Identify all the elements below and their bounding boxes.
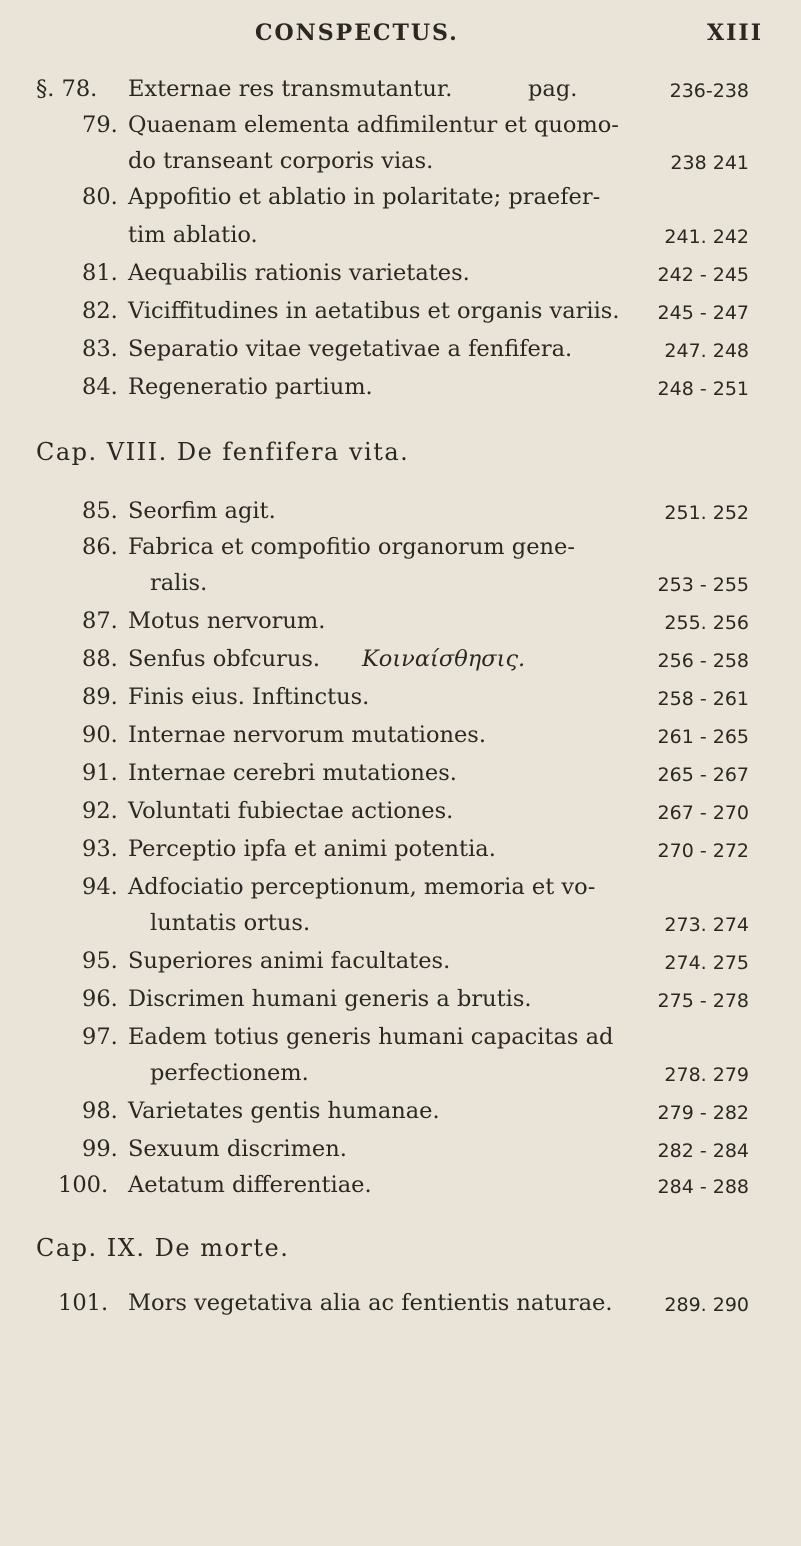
entry-text: Perceptio ipfa et animi potentia. [128, 836, 496, 862]
page-range: 278. 279 [664, 1064, 749, 1086]
entry-text: do transeant corporis vias. [128, 148, 434, 174]
toc-line [0, 498, 801, 532]
section-number: 84. [82, 374, 118, 400]
toc-line [0, 298, 801, 332]
entry-text: Aetatum differentiae. [128, 1172, 372, 1198]
page-range: 256 - 258 [657, 650, 749, 672]
section-number: 101. [58, 1290, 109, 1316]
toc-line [0, 1136, 801, 1170]
greek-term: Κοιναίσθησις. [362, 646, 526, 672]
page-range: 274. 275 [664, 952, 749, 974]
page-range: 289. 290 [664, 1294, 749, 1316]
entry-text: Varietates gentis humanae. [128, 1098, 440, 1124]
toc-line [0, 1172, 801, 1206]
page-range: 265 - 267 [657, 764, 749, 786]
toc-line [0, 1060, 801, 1094]
page-range: 261 - 265 [657, 726, 749, 748]
toc-line [0, 336, 801, 370]
toc-line [0, 184, 801, 218]
entry-text: Seorfim agit. [128, 498, 276, 524]
toc-line [0, 148, 801, 182]
section-number: 88. [82, 646, 118, 672]
entry-text: Voluntati fubiectae actiones. [128, 798, 454, 824]
page-range: 258 - 261 [657, 688, 749, 710]
entry-text: Eadem totius generis humani capacitas ad [128, 1024, 614, 1050]
entry-text: Appofitio et ablatio in polaritate; praefer- [128, 184, 601, 210]
running-header [0, 20, 801, 50]
section-number: 87. [82, 608, 118, 634]
toc-line [0, 1024, 801, 1058]
page-range: 253 - 255 [657, 574, 749, 596]
page-range: 273. 274 [664, 914, 749, 936]
toc-line [0, 76, 801, 110]
entry-text: Internae cerebri mutationes. [128, 760, 457, 786]
section-number: 86. [82, 534, 118, 560]
page-range: 270 - 272 [657, 840, 749, 862]
page-range: 236-238 [669, 80, 749, 102]
pag-label: pag. [528, 76, 578, 102]
section-number: §. 78. [36, 76, 98, 102]
toc-line [0, 836, 801, 870]
section-number: 81. [82, 260, 118, 286]
toc-line [0, 608, 801, 642]
entry-text: Internae nervorum mutationes. [128, 722, 486, 748]
toc-line [0, 222, 801, 256]
toc-line [0, 374, 801, 408]
entry-text: tim ablatio. [128, 222, 258, 248]
toc-line [0, 760, 801, 794]
section-number: 92. [82, 798, 118, 824]
toc-line [0, 260, 801, 294]
section-number: 85. [82, 498, 118, 524]
entry-text: Aequabilis rationis varietates. [128, 260, 470, 286]
section-number: 91. [82, 760, 118, 786]
section-number: 79. [82, 112, 118, 138]
header-page-number: XIII [707, 20, 763, 46]
entry-text: Discrimen humani generis a brutis. [128, 986, 532, 1012]
toc-line [0, 112, 801, 146]
page-range: 238 241 [670, 152, 749, 174]
entry-text: perfectionem. [150, 1060, 309, 1086]
page-range: 247. 248 [664, 340, 749, 362]
entry-text: Superiores animi facultates. [128, 948, 451, 974]
entry-text: Motus nervorum. [128, 608, 326, 634]
page-range: 284 - 288 [657, 1176, 749, 1198]
toc-line [0, 570, 801, 604]
toc-line [0, 948, 801, 982]
toc-line [0, 722, 801, 756]
section-number: 97. [82, 1024, 118, 1050]
toc-line [0, 874, 801, 908]
page-range: 245 - 247 [657, 302, 749, 324]
entry-text: Externae res transmutantur. [128, 76, 453, 102]
chapter-title: Cap. VIII. De fenfifera vita. [36, 438, 410, 466]
toc-line [0, 1098, 801, 1132]
section-number: 90. [82, 722, 118, 748]
section-number: 99. [82, 1136, 118, 1162]
section-number: 98. [82, 1098, 118, 1124]
section-number: 100. [58, 1172, 109, 1198]
entry-text: luntatis ortus. [150, 910, 311, 936]
page-range: 251. 252 [664, 502, 749, 524]
toc-line [0, 684, 801, 718]
toc-line [0, 910, 801, 944]
page-range: 282 - 284 [657, 1140, 749, 1162]
page-range: 242 - 245 [657, 264, 749, 286]
entry-text: Viciffitudines in aetatibus et organis variis. [128, 298, 620, 324]
entry-text: Finis eius. Inftinctus. [128, 684, 370, 710]
section-number: 96. [82, 986, 118, 1012]
page-range: 275 - 278 [657, 990, 749, 1012]
entry-text: Adfociatio perceptionum, memoria et vo- [128, 874, 596, 900]
entry-text: Senfus obfcurus. [128, 646, 321, 672]
section-number: 83. [82, 336, 118, 362]
section-number: 82. [82, 298, 118, 324]
entry-text: Mors vegetativa alia ac fentientis naturae. [128, 1290, 613, 1316]
section-number: 94. [82, 874, 118, 900]
entry-text: Quaenam elementa adfimilentur et quomo- [128, 112, 619, 138]
toc-line [0, 646, 801, 680]
section-number: 80. [82, 184, 118, 210]
toc-line [0, 986, 801, 1020]
toc-line [0, 1290, 801, 1324]
page-range: 267 - 270 [657, 802, 749, 824]
entry-text: Regeneratio partium. [128, 374, 373, 400]
page-range: 248 - 251 [657, 378, 749, 400]
page-range: 255. 256 [664, 612, 749, 634]
section-number: 89. [82, 684, 118, 710]
entry-text: ralis. [150, 570, 208, 596]
entry-text: Separatio vitae vegetativae a fenfifera. [128, 336, 573, 362]
toc-line [0, 798, 801, 832]
chapter-heading-ix [0, 1234, 801, 1268]
section-number: 95. [82, 948, 118, 974]
entry-text: Sexuum discrimen. [128, 1136, 347, 1162]
chapter-heading-viii [0, 438, 801, 472]
page-range: 241. 242 [664, 226, 749, 248]
chapter-title: Cap. IX. De morte. [36, 1234, 290, 1262]
header-title: CONSPECTUS. [255, 20, 459, 46]
toc-line [0, 534, 801, 568]
page-range: 279 - 282 [657, 1102, 749, 1124]
section-number: 93. [82, 836, 118, 862]
entry-text: Fabrica et compofitio organorum gene- [128, 534, 575, 560]
